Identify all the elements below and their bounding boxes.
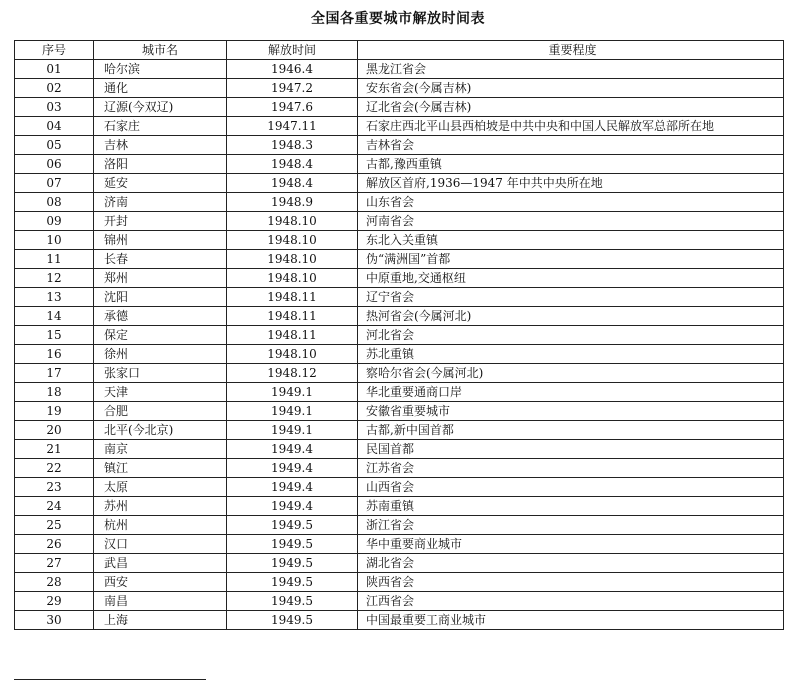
cell-note: 安徽省重要城市 xyxy=(358,402,784,421)
cell-date: 1948.12 xyxy=(227,364,358,383)
table-row xyxy=(15,193,784,212)
cell-date: 1948.3 xyxy=(227,136,358,155)
cell-note: 东北入关重镇 xyxy=(358,231,784,250)
cell-city: 哈尔滨 xyxy=(94,60,227,79)
cell-date: 1948.11 xyxy=(227,326,358,345)
cell-no: 21 xyxy=(15,440,94,459)
cell-date: 1949.5 xyxy=(227,573,358,592)
cell-note: 辽宁省会 xyxy=(358,288,784,307)
cell-date: 1949.4 xyxy=(227,440,358,459)
table-row xyxy=(15,117,784,136)
cell-no: 23 xyxy=(15,478,94,497)
table-row xyxy=(15,364,784,383)
cell-city: 镇江 xyxy=(94,459,227,478)
table-row xyxy=(15,535,784,554)
table-row xyxy=(15,79,784,98)
cell-date: 1949.5 xyxy=(227,611,358,630)
table-row xyxy=(15,478,784,497)
cell-city: 西安 xyxy=(94,573,227,592)
cell-no: 25 xyxy=(15,516,94,535)
cell-note: 石家庄西北平山县西柏坡是中共中央和中国人民解放军总部所在地 xyxy=(358,117,784,136)
table-row xyxy=(15,212,784,231)
cell-no: 13 xyxy=(15,288,94,307)
cell-no: 14 xyxy=(15,307,94,326)
header-note: 重要程度 xyxy=(358,41,784,60)
cell-city: 长春 xyxy=(94,250,227,269)
cell-no: 10 xyxy=(15,231,94,250)
cell-no: 01 xyxy=(15,60,94,79)
table-row xyxy=(15,421,784,440)
cell-city: 张家口 xyxy=(94,364,227,383)
header-city: 城市名 xyxy=(94,41,227,60)
table-row xyxy=(15,459,784,478)
liberation-table xyxy=(14,40,784,630)
cell-no: 05 xyxy=(15,136,94,155)
table-row xyxy=(15,250,784,269)
cell-no: 11 xyxy=(15,250,94,269)
cell-note: 浙江省会 xyxy=(358,516,784,535)
cell-date: 1947.6 xyxy=(227,98,358,117)
cell-note: 苏南重镇 xyxy=(358,497,784,516)
footnote-rule xyxy=(14,679,206,680)
cell-no: 26 xyxy=(15,535,94,554)
cell-city: 徐州 xyxy=(94,345,227,364)
cell-no: 17 xyxy=(15,364,94,383)
cell-note: 山东省会 xyxy=(358,193,784,212)
table-row xyxy=(15,345,784,364)
cell-no: 24 xyxy=(15,497,94,516)
table-row xyxy=(15,611,784,630)
cell-date: 1948.10 xyxy=(227,345,358,364)
cell-note: 安东省会(今属吉林) xyxy=(358,79,784,98)
cell-date: 1949.4 xyxy=(227,478,358,497)
cell-city: 汉口 xyxy=(94,535,227,554)
cell-date: 1948.10 xyxy=(227,231,358,250)
table-row xyxy=(15,554,784,573)
table-row xyxy=(15,592,784,611)
cell-date: 1949.4 xyxy=(227,459,358,478)
cell-note: 解放区首府,1936—1947 年中共中央所在地 xyxy=(358,174,784,193)
cell-note: 察哈尔省会(今属河北) xyxy=(358,364,784,383)
cell-note: 热河省会(今属河北) xyxy=(358,307,784,326)
cell-note: 中国最重要工商业城市 xyxy=(358,611,784,630)
cell-date: 1949.1 xyxy=(227,402,358,421)
table-row xyxy=(15,383,784,402)
cell-city: 沈阳 xyxy=(94,288,227,307)
cell-city: 南京 xyxy=(94,440,227,459)
cell-date: 1948.10 xyxy=(227,212,358,231)
cell-note: 苏北重镇 xyxy=(358,345,784,364)
table-row xyxy=(15,98,784,117)
cell-note: 华中重要商业城市 xyxy=(358,535,784,554)
cell-note: 辽北省会(今属吉林) xyxy=(358,98,784,117)
cell-date: 1948.10 xyxy=(227,269,358,288)
table-row xyxy=(15,573,784,592)
header-date: 解放时间 xyxy=(227,41,358,60)
cell-city: 延安 xyxy=(94,174,227,193)
table-row xyxy=(15,307,784,326)
cell-no: 06 xyxy=(15,155,94,174)
table-row xyxy=(15,60,784,79)
cell-city: 苏州 xyxy=(94,497,227,516)
cell-note: 黑龙江省会 xyxy=(358,60,784,79)
cell-no: 27 xyxy=(15,554,94,573)
table-body xyxy=(15,60,784,630)
header-row xyxy=(15,41,784,60)
cell-note: 河北省会 xyxy=(358,326,784,345)
cell-city: 天津 xyxy=(94,383,227,402)
table-row xyxy=(15,440,784,459)
header-no: 序号 xyxy=(15,41,94,60)
cell-city: 济南 xyxy=(94,193,227,212)
cell-note: 河南省会 xyxy=(358,212,784,231)
cell-city: 北平(今北京) xyxy=(94,421,227,440)
cell-city: 郑州 xyxy=(94,269,227,288)
table-row xyxy=(15,155,784,174)
cell-date: 1949.1 xyxy=(227,421,358,440)
cell-date: 1948.11 xyxy=(227,307,358,326)
cell-city: 合肥 xyxy=(94,402,227,421)
cell-city: 武昌 xyxy=(94,554,227,573)
cell-no: 29 xyxy=(15,592,94,611)
cell-no: 18 xyxy=(15,383,94,402)
table-row xyxy=(15,497,784,516)
table-row xyxy=(15,174,784,193)
cell-no: 30 xyxy=(15,611,94,630)
cell-city: 南昌 xyxy=(94,592,227,611)
cell-city: 上海 xyxy=(94,611,227,630)
table-row xyxy=(15,326,784,345)
table-row xyxy=(15,231,784,250)
cell-city: 开封 xyxy=(94,212,227,231)
cell-note: 湖北省会 xyxy=(358,554,784,573)
cell-no: 03 xyxy=(15,98,94,117)
cell-date: 1948.4 xyxy=(227,155,358,174)
table-row xyxy=(15,288,784,307)
cell-date: 1947.2 xyxy=(227,79,358,98)
cell-date: 1949.1 xyxy=(227,383,358,402)
cell-note: 江苏省会 xyxy=(358,459,784,478)
page-title: 全国各重要城市解放时间表 xyxy=(311,11,485,27)
cell-note: 民国首都 xyxy=(358,440,784,459)
cell-note: 古都,豫西重镇 xyxy=(358,155,784,174)
cell-no: 09 xyxy=(15,212,94,231)
table-row xyxy=(15,136,784,155)
cell-date: 1949.5 xyxy=(227,535,358,554)
cell-note: 古都,新中国首都 xyxy=(358,421,784,440)
cell-note: 华北重要通商口岸 xyxy=(358,383,784,402)
cell-city: 承德 xyxy=(94,307,227,326)
cell-city: 杭州 xyxy=(94,516,227,535)
cell-no: 22 xyxy=(15,459,94,478)
cell-note: 陕西省会 xyxy=(358,573,784,592)
cell-note: 山西省会 xyxy=(358,478,784,497)
cell-no: 02 xyxy=(15,79,94,98)
cell-no: 04 xyxy=(15,117,94,136)
cell-no: 28 xyxy=(15,573,94,592)
cell-city: 通化 xyxy=(94,79,227,98)
table-row xyxy=(15,402,784,421)
cell-no: 08 xyxy=(15,193,94,212)
cell-date: 1948.4 xyxy=(227,174,358,193)
table-row xyxy=(15,269,784,288)
cell-note: 江西省会 xyxy=(358,592,784,611)
cell-no: 07 xyxy=(15,174,94,193)
cell-city: 太原 xyxy=(94,478,227,497)
cell-city: 吉林 xyxy=(94,136,227,155)
cell-city: 辽源(今双辽) xyxy=(94,98,227,117)
cell-date: 1946.4 xyxy=(227,60,358,79)
cell-date: 1949.5 xyxy=(227,516,358,535)
cell-date: 1948.11 xyxy=(227,288,358,307)
cell-city: 保定 xyxy=(94,326,227,345)
cell-date: 1949.5 xyxy=(227,592,358,611)
cell-note: 伪“满洲国”首都 xyxy=(358,250,784,269)
cell-no: 16 xyxy=(15,345,94,364)
cell-date: 1948.9 xyxy=(227,193,358,212)
cell-note: 中原重地,交通枢纽 xyxy=(358,269,784,288)
table-header xyxy=(15,41,784,60)
cell-note: 吉林省会 xyxy=(358,136,784,155)
cell-date: 1949.4 xyxy=(227,497,358,516)
cell-city: 洛阳 xyxy=(94,155,227,174)
cell-city: 石家庄 xyxy=(94,117,227,136)
cell-date: 1948.10 xyxy=(227,250,358,269)
cell-no: 19 xyxy=(15,402,94,421)
cell-no: 12 xyxy=(15,269,94,288)
cell-no: 15 xyxy=(15,326,94,345)
cell-date: 1949.5 xyxy=(227,554,358,573)
table-row xyxy=(15,516,784,535)
cell-city: 锦州 xyxy=(94,231,227,250)
cell-no: 20 xyxy=(15,421,94,440)
cell-date: 1947.11 xyxy=(227,117,358,136)
